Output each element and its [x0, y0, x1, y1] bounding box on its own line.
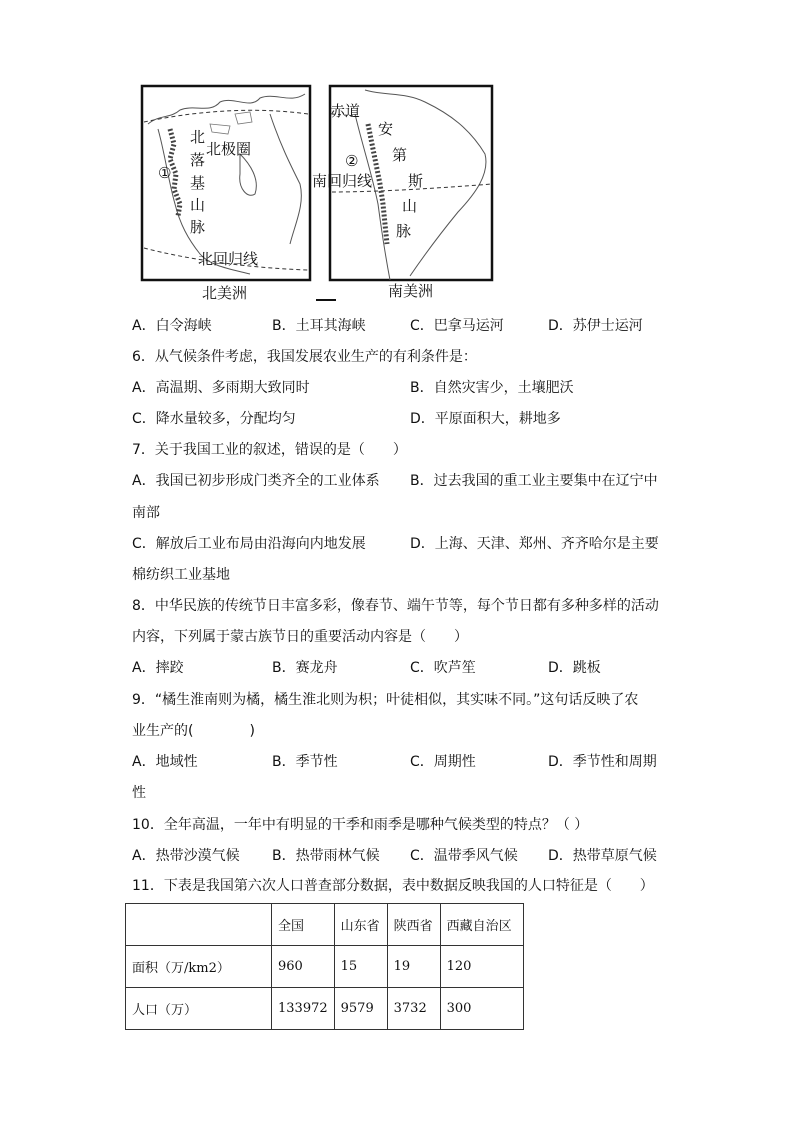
q8-option-d: D．跳板 [548, 660, 601, 676]
andes-char-3: 斯 [408, 172, 424, 190]
table-cell: 人口（万） [126, 988, 272, 1030]
q8-option-a: A．摔跤 [132, 660, 184, 676]
q8-option-c: C．吹芦笙 [410, 660, 476, 676]
table-cell: 300 [440, 988, 523, 1030]
q10-option-d: D．热带草原气候 [548, 848, 657, 864]
table-cell: 9579 [334, 988, 387, 1030]
q7-option-b-cont: 南部 [132, 505, 160, 521]
table-row [126, 946, 524, 988]
table-header-cell: 西藏自治区 [440, 904, 523, 946]
table-cell: 133972 [272, 988, 335, 1030]
q8-option-b: B．赛龙舟 [272, 660, 338, 676]
q6-option-d: D．平原面积大，耕地多 [410, 411, 561, 427]
q6-option-a: A．高温期、多雨期大致同时 [132, 380, 310, 396]
table-header-cell: 全国 [272, 904, 335, 946]
table-header-cell: 山东省 [334, 904, 387, 946]
table-cell: 19 [387, 946, 440, 988]
rocky-char-2: 落 [190, 151, 206, 169]
table-cell: 15 [334, 946, 387, 988]
label-2: ② [345, 152, 359, 170]
q8-stem-1: 8．中华民族的传统节日丰富多彩，像春节、端午节等，每个节日都有多种多样的活动 [132, 598, 659, 614]
q6-stem: 6．从气候条件考虑，我国发展农业生产的有利条件是： [132, 349, 477, 365]
caption-south-america: 南美洲 [388, 282, 434, 300]
table-cell: 面积（万/km2） [126, 946, 272, 988]
q9-stem-2: 业生产的( ) [132, 723, 255, 739]
q11-stem: 11．下表是我国第六次人口普查部分数据，表中数据反映我国的人口特征是（ ） [132, 878, 654, 894]
q5-option-a: A．白令海峡 [132, 318, 212, 334]
andes-char-2: 第 [392, 146, 408, 164]
q9-option-a: A．地域性 [132, 754, 198, 770]
q5-option-b: B．土耳其海峡 [272, 318, 366, 334]
andes-char-5: 脉 [396, 222, 412, 240]
q6-option-c: C．降水量较多，分配均匀 [132, 411, 296, 427]
q7-option-d-cont: 棉纺织工业基地 [132, 567, 230, 583]
q9-option-d-cont: 性 [132, 785, 146, 801]
q10-option-c: C．温带季风气候 [410, 848, 518, 864]
q9-option-c: C．周期性 [410, 754, 476, 770]
rocky-char-5: 脉 [190, 218, 206, 236]
andes-char-1: 安 [378, 120, 394, 138]
q7-option-d: D．上海、天津、郑州、齐齐哈尔是主要 [410, 536, 659, 552]
table-row [126, 988, 524, 1030]
table-row [126, 904, 524, 946]
tropic-n-label: 北回归线 [198, 250, 259, 268]
q5-option-c: C．巴拿马运河 [410, 318, 504, 334]
q9-option-d: D．季节性和周期 [548, 754, 657, 770]
q10-option-b: B．热带雨林气候 [272, 848, 380, 864]
q10-stem: 10．全年高温，一年中有明显的干季和雨季是哪种气候类型的特点？（ ） [132, 817, 589, 833]
map-figure [140, 84, 500, 306]
table-header-cell: 陕西省 [387, 904, 440, 946]
tropic-s-label: 南回归线 [312, 172, 373, 190]
caption-north-america: 北美洲 [202, 284, 248, 302]
arctic-label: 北极圈 [206, 140, 252, 158]
q7-stem: 7．关于我国工业的叙述，错误的是（ ） [132, 442, 407, 458]
rocky-char-1: 北 [190, 128, 206, 146]
table-header-cell [126, 904, 272, 946]
q7-option-c: C．解放后工业布局由沿海向内地发展 [132, 536, 366, 552]
q7-option-a: A．我国已初步形成门类齐全的工业体系 [132, 473, 380, 489]
q10-option-a: A．热带沙漠气候 [132, 848, 240, 864]
q9-stem-1: 9．“橘生淮南则为橘，橘生淮北则为枳；叶徒相似，其实味不同。”这句话反映了农 [132, 692, 639, 708]
andes-char-4: 山 [402, 197, 418, 215]
table-cell: 120 [440, 946, 523, 988]
census-table [125, 903, 524, 1030]
q8-stem-2: 内容，下列属于蒙古族节日的重要活动内容是（ ） [132, 629, 468, 645]
label-1: ① [158, 164, 172, 182]
equator-label: 赤道 [330, 102, 361, 120]
table-cell: 3732 [387, 988, 440, 1030]
q5-option-d: D．苏伊士运河 [548, 318, 643, 334]
rocky-char-4: 山 [190, 196, 206, 214]
q9-option-b: B．季节性 [272, 754, 338, 770]
q7-option-b: B．过去我国的重工业主要集中在辽宁中 [410, 473, 658, 489]
table-cell: 960 [272, 946, 335, 988]
rocky-char-3: 基 [190, 174, 206, 192]
map-svg [140, 84, 500, 306]
q6-option-b: B．自然灾害少，土壤肥沃 [410, 380, 574, 396]
